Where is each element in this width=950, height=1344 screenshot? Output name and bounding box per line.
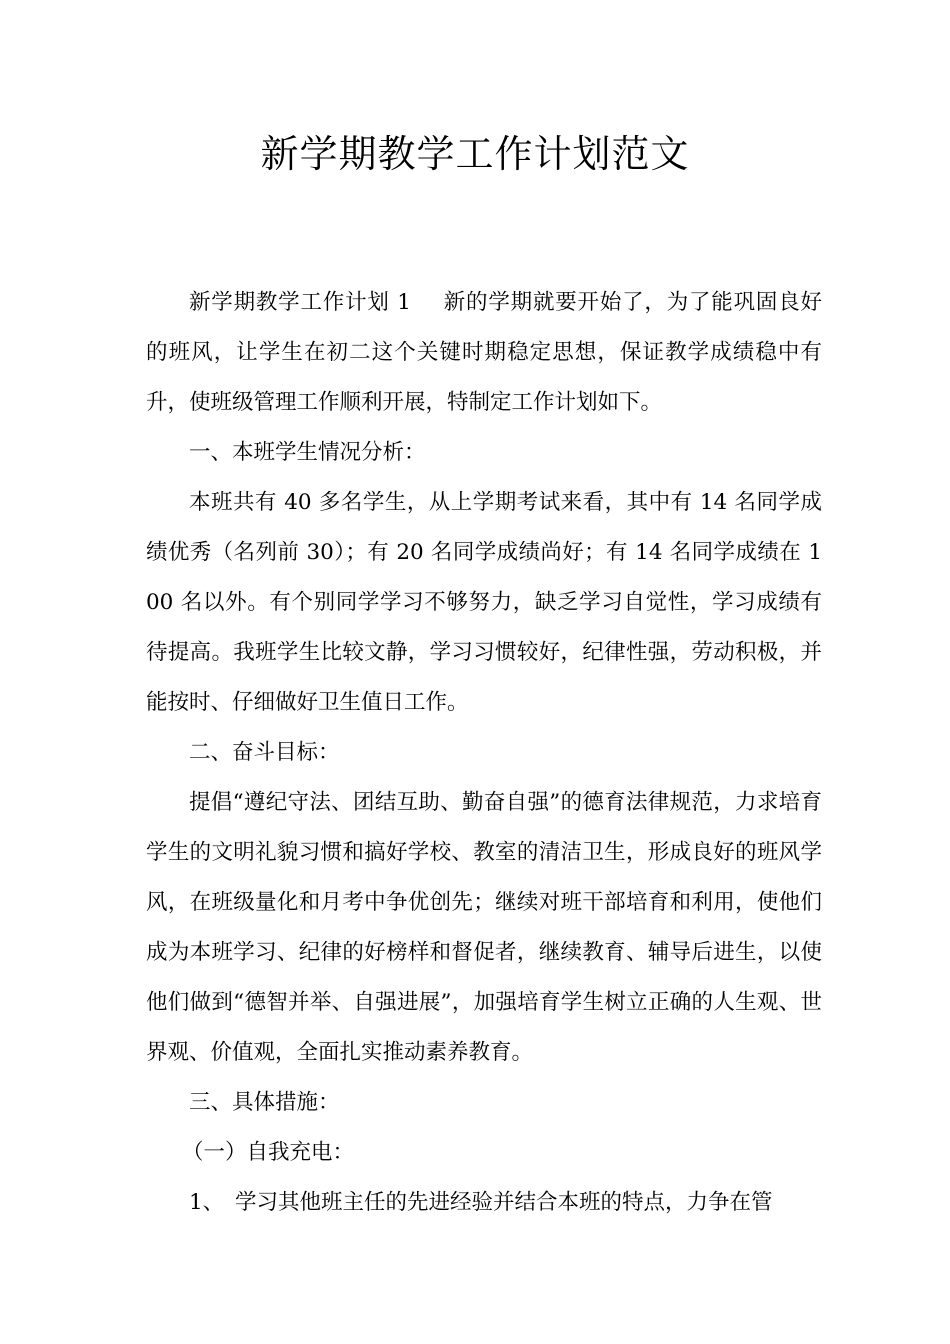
list-item-text: 学习其他班主任的先进经验并结合本班的特点，力争在管 bbox=[235, 1190, 773, 1215]
section1-heading: 一、本班学生情况分析： bbox=[189, 440, 426, 465]
intro-text: 新的学期就要开始了，为了能巩固良好的班风，让学生在初二这个关键时期稳定思想，保证教学成绩稳中有升，使班级管理工作顺利开展，特制定工作计划如下。 bbox=[146, 290, 822, 415]
section2-paragraph: 提倡“遵纪守法、团结互助、勤奋自强”的德育法律规范，力求培育学生的文明礼貌习惯和搞好学校、教室的清洁卫生，形成良好的班风学风，在班级量化和月考中争优创先；继续对班干部培育和利用，使他们成为本班学习、纪律的好榜样和督促者，继续教育、辅导后进生，以使他们做到“德智并举、自强进展”，加强培育学生树立正确的人生观、世界观、价值观，全面扎实推动素养教育。 bbox=[146, 790, 822, 1065]
intro-paragraph bbox=[146, 278, 822, 428]
subsection1-heading: （一）自我充电： bbox=[182, 1140, 355, 1165]
list-item-number: 1、 bbox=[189, 1190, 225, 1215]
section1-paragraph: 本班共有 40 多名学生，从上学期考试来看，其中有 14 名同学成绩优秀（名列前 30）；有 20 名同学成绩尚好；有 14 名同学成绩在 100 名以外。有个别同学学习不够努力，缺乏学习自觉性，学习成绩有待提高。我班学生比较文静，学习习惯较好，纪律性强，劳动积极，并能按时、仔细做好卫生值日工作。 bbox=[146, 490, 822, 715]
section3-heading: 三、具体措施： bbox=[189, 1090, 340, 1115]
document-title: 新学期教学工作计划范文 bbox=[260, 132, 690, 176]
intro-label: 新学期教学工作计划 1 bbox=[189, 290, 411, 315]
document-body bbox=[146, 278, 822, 1228]
section2-heading: 二、奋斗目标： bbox=[189, 740, 340, 765]
list-item-1 bbox=[146, 1178, 822, 1228]
